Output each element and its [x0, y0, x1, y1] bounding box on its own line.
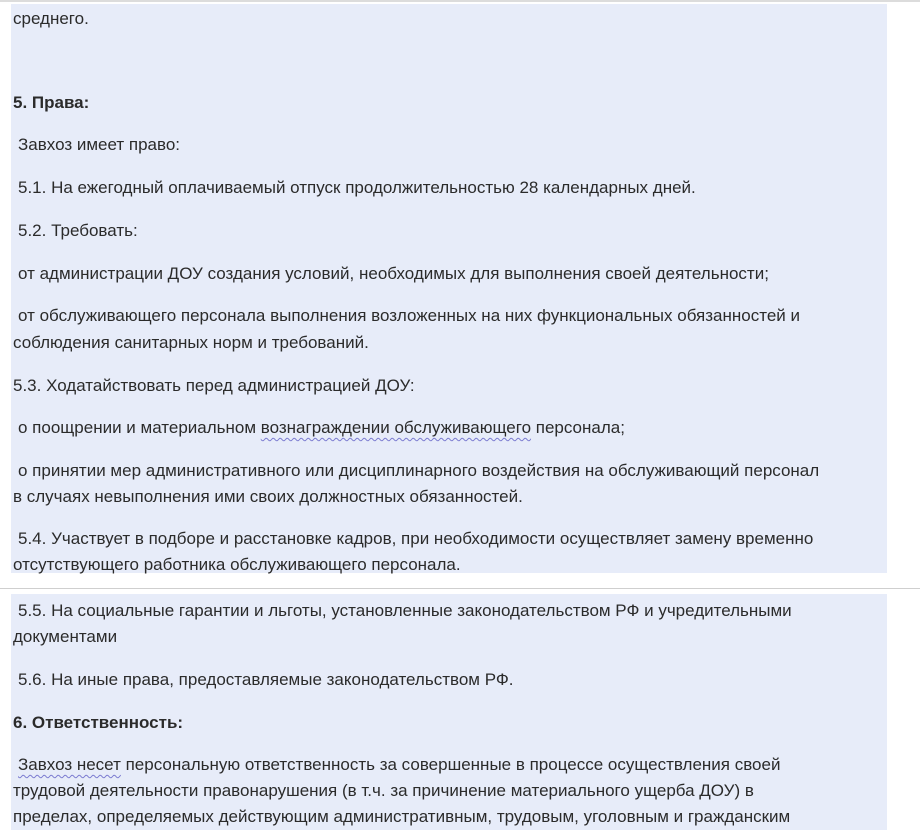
- item-5-1: 5.1. На ежегодный оплачиваемый отпуск продолжительностью 28 календарных дней.: [18, 178, 696, 197]
- item-5-3: 5.3. Ходатайствовать перед администрацией ДОУ:: [13, 376, 415, 395]
- petition-1: [18, 415, 625, 441]
- petition-2-line-2: в случаях невыполнения ими своих должностных обязанностей.: [13, 487, 523, 506]
- responsibility-line-1: [18, 752, 780, 778]
- item-5-6: 5.6. На иные права, предоставляемые законодательством РФ.: [18, 670, 514, 689]
- requirement-1: от администрации ДОУ создания условий, необходимых для выполнения своей деятельности;: [18, 264, 769, 283]
- page-top-border: [0, 0, 920, 2]
- page-2-text-block: [11, 594, 887, 830]
- responsibility-line-2: трудовой деятельности правонарушения (в т.ч. за причинение материального ущерба ДОУ) в: [13, 781, 754, 800]
- requirement-2-line-1: от обслуживающего персонала выполнения возложенных на них функциональных обязанностей и: [18, 306, 801, 325]
- requirement-2-line-2: соблюдения санитарных норм и требований.: [13, 333, 369, 352]
- section-5-heading: 5. Права:: [13, 93, 90, 112]
- petition-1-part-1: о поощрении и материальном: [18, 418, 261, 437]
- section-6-heading: 6. Ответственность:: [13, 713, 184, 732]
- page-divider: [0, 588, 920, 589]
- spellcheck-underlined-text: Завхоз несет: [18, 755, 121, 774]
- text-line: среднего.: [13, 9, 89, 28]
- responsibility-line-3: пределах, определяемых действующим административным, трудовым, уголовным и гражданским: [13, 807, 791, 826]
- item-5-4-line-1: 5.4. Участвует в подборе и расстановке кадров, при необходимости осуществляет замену временно: [18, 529, 814, 548]
- page-1-text-block: [11, 4, 887, 573]
- item-5-4-line-2: отсутствующего работника обслуживающего персонала.: [13, 555, 461, 574]
- item-5-2: 5.2. Требовать:: [18, 221, 138, 240]
- item-5-5-line-2: документами: [13, 627, 118, 646]
- spellcheck-underlined-text: вознаграждении обслуживающего: [260, 418, 532, 437]
- responsibility-line-1-rest: персональную ответственность за совершенные в процессе осуществления своей: [120, 755, 781, 774]
- rights-intro: Завхоз имеет право:: [18, 135, 181, 154]
- petition-2-line-1: о принятии мер административного или дисциплинарного воздействия на обслуживающий персонал: [18, 461, 820, 480]
- item-5-5-line-1: 5.5. На социальные гарантии и льготы, установленные законодательством РФ и учредительными: [18, 601, 792, 620]
- petition-1-part-3: персонала;: [531, 418, 625, 437]
